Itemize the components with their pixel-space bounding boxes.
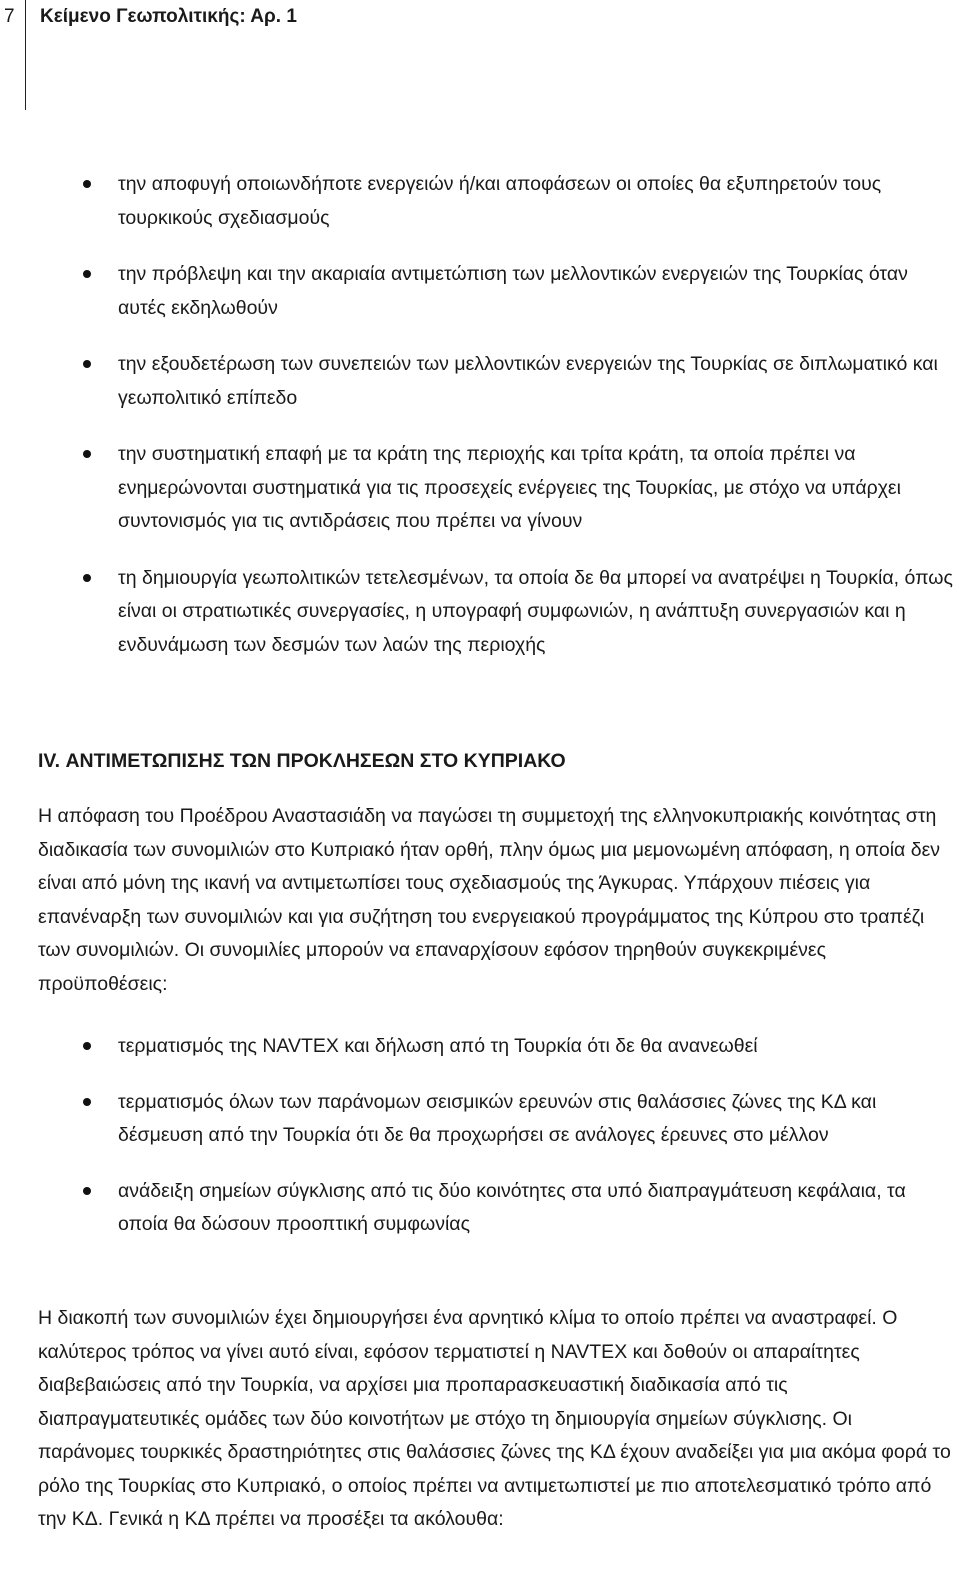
list-item	[38, 1030, 954, 1064]
list-item-text: την εξουδετέρωση των συνεπειών των μελλοντικών ενεργειών της Τουρκίας σε διπλωματικό και γεωπολιτικό επίπεδο	[118, 353, 938, 409]
bullet-icon	[83, 450, 91, 458]
bullet-icon	[83, 360, 91, 368]
paragraph-text: Η απόφαση του Προέδρου Αναστασιάδη να παγώσει τη συμμετοχή της ελληνοκυπριακής κοινότητας στη διαδικασία των συνομιλιών στο Κυπριακό ήταν ορθή, πλην όμως μια μεμονωμένη απόφαση, η οποία δεν είναι από μόνη της ικανή να αντιμετωπίσει τους σχεδιασμούς της Άγκυρας. Υπάρχουν πιέσεις για επανέναρξη των συνομιλιών και για συζήτηση του ενεργειακού προγράμματος της Κύπρου στο τραπέζι των συνομιλιών. Οι συνομιλίες μπορούν να επαναρχίσουν εφόσον τηρηθούν συγκεκριμένες προϋποθέσεις:	[38, 805, 941, 995]
paragraph-text: Η διακοπή των συνομιλιών έχει δημιουργήσει ένα αρνητικό κλίμα το οποίο πρέπει να αναστραφεί. Ο καλύτερος τρόπος να γίνει αυτό είναι, εφόσον τερματιστεί η NAVTEX και δοθούν οι απαραίτητες διαβεβαιώσεις από την Τουρκία, να αρχίσει μια προπαρασκευαστική διαδικασία από τις διαπραγματευτικές ομάδες των δύο κοινοτήτων με στόχο τη δημιουργία σημείων σύγκλισης. Οι παράνομες τουρκικές δραστηριότητες στις θαλάσσιες ζώνες της ΚΔ έχουν αναδείξει για μια ακόμα φορά το ρόλο της Τουρκίας στο Κυπριακό, ο οποίος πρέπει να αντιμετωπιστεί με πιο αποτελεσματικό τρόπο από την ΚΔ. Γενικά η ΚΔ πρέπει να προσέξει τα ακόλουθα:	[38, 1307, 951, 1530]
page-number: 7	[4, 6, 15, 27]
list-item	[38, 348, 954, 415]
list-item-text: την αποφυγή οποιωνδήποτε ενεργειών ή/και αποφάσεων οι οποίες θα εξυπηρετούν τους τουρκικούς σχεδιασμούς	[118, 173, 882, 229]
bullet-list-conditions	[38, 1030, 954, 1264]
page-header	[0, 0, 960, 40]
bullet-list-top	[38, 168, 954, 685]
list-item-text: τερματισμός όλων των παράνομων σεισμικών ερευνών στις θαλάσσιες ζώνες της ΚΔ και δέσμευση από την Τουρκία ότι δε θα προχωρήσει σε ανάλογες έρευνες στο μέλλον	[118, 1090, 877, 1146]
bullet-icon	[83, 270, 91, 278]
list-item	[38, 562, 954, 663]
bullet-icon	[83, 574, 91, 582]
list-item-text: την πρόβλεψη και την ακαριαία αντιμετώπιση των μελλοντικών ενεργειών της Τουρκίας όταν αυτές εκδηλωθούν	[118, 263, 908, 319]
list-item	[38, 438, 954, 539]
bullet-icon	[83, 180, 91, 188]
list-item	[38, 168, 954, 235]
document-title: Κείμενο Γεωπολιτικής: Αρ. 1	[40, 6, 297, 27]
section-heading: IV. ΑΝΤΙΜΕΤΩΠΙΣΗΣ ΤΩΝ ΠΡΟΚΛΗΣΕΩΝ ΣΤΟ ΚΥΠΡΙΑΚΟ	[38, 750, 566, 772]
list-item	[38, 1086, 954, 1153]
bullet-icon	[83, 1042, 91, 1050]
bullet-icon	[83, 1187, 91, 1195]
section-paragraph-2	[38, 1302, 954, 1537]
header-divider	[25, 0, 26, 110]
bullet-icon	[83, 1098, 91, 1106]
list-item-text: τη δημιουργία γεωπολιτικών τετελεσμένων, τα οποία δε θα μπορεί να ανατρέψει η Τουρκία, όπως είναι οι στρατιωτικές συνεργασίες, η υπογραφή συμφωνιών, η ανάπτυξη συνεργασιών και η ενδυνάμωση των δεσμών των λαών της περιοχής	[118, 566, 953, 656]
list-item	[38, 1175, 954, 1242]
list-item-text: ανάδειξη σημείων σύγκλισης από τις δύο κοινότητες στα υπό διαπραγμάτευση κεφάλαια, τα οποία θα δώσουν προοπτική συμφωνίας	[118, 1179, 906, 1235]
list-item-text: την συστηματική επαφή με τα κράτη της περιοχής και τρίτα κράτη, τα οποία πρέπει να ενημερώνονται συστηματικά για τις προσεχείς ενέργειες της Τουρκίας, με στόχο να υπάρχει συντονισμός για τις αντιδράσεις που πρέπει να γίνουν	[118, 443, 901, 532]
list-item	[38, 258, 954, 325]
list-item-text: τερματισμός της NAVTEX και δήλωση από τη Τουρκία ότι δε θα ανανεωθεί	[118, 1035, 758, 1057]
section-paragraph-1	[38, 800, 954, 1001]
